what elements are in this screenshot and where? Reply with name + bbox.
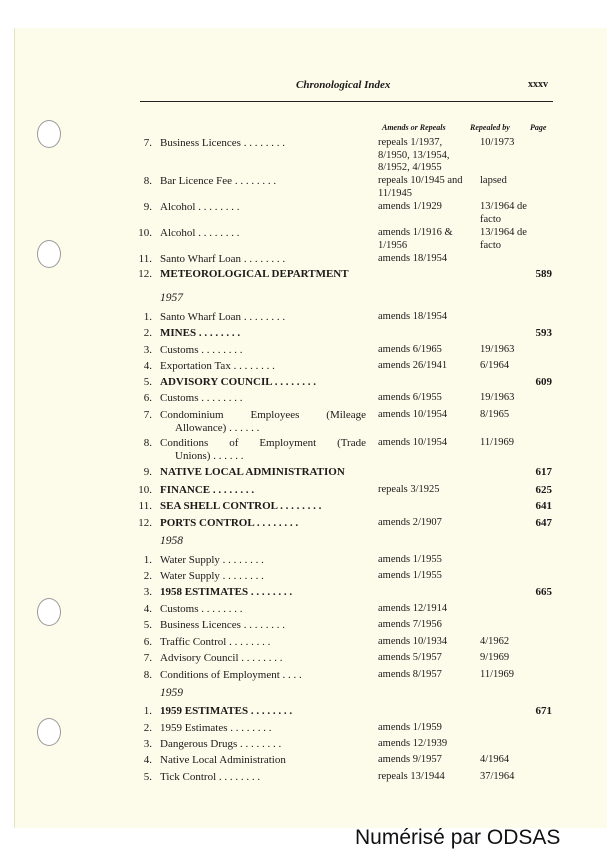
row-title-text: Traffic Control <box>160 636 227 648</box>
row-number: 1. <box>143 311 152 323</box>
row-title <box>160 705 365 718</box>
amends-or-repeals: amends 1/1959 <box>378 722 442 733</box>
row-title-word: Employment <box>259 437 317 449</box>
amends-or-repeals: amends 6/1965 <box>378 344 442 355</box>
row-number: 2. <box>143 722 152 734</box>
row-title <box>160 376 365 389</box>
row-title-text: Conditions of Employment <box>160 669 280 681</box>
row-title-text: Business Licences <box>160 137 241 149</box>
repealed-by: 11/1969 <box>480 669 515 680</box>
amends-or-repeals: amends 1/1929 <box>378 201 442 212</box>
row-number: 12. <box>138 268 152 280</box>
row-number: 8. <box>143 669 152 681</box>
row-number: 9. <box>143 201 152 213</box>
row-title-word: of <box>229 437 239 449</box>
row-title <box>160 619 365 632</box>
page-title: Chronological Index <box>296 79 391 91</box>
row-number: 5. <box>143 619 152 631</box>
leader-dots: . . . . . . . . <box>198 392 243 404</box>
amends-or-repeals: amends 10/1934 <box>378 636 448 647</box>
repealed-by: 11/1969 <box>480 437 515 448</box>
row-title <box>160 738 365 751</box>
row-title-text: Santo Wharf Loan <box>160 253 242 265</box>
repealed-by: 13/1964 de facto <box>480 227 527 251</box>
row-title-text: 1959 ESTIMATES <box>160 705 249 717</box>
leader-dots: . . . . . . . . <box>216 771 261 783</box>
row-title-text: NATIVE LOCAL ADMINISTRATION <box>160 466 345 478</box>
leader-dots: . . . . . . . . <box>198 344 243 356</box>
row-title-text: Alcohol <box>160 201 196 213</box>
row-title <box>160 466 365 479</box>
row-title-text: Tick Control <box>160 771 217 783</box>
leader-dots: . . . . . . . . <box>198 603 243 615</box>
row-title-text: 1959 Estimates <box>160 722 228 734</box>
leader-dots: . . . . . . . . <box>277 500 322 512</box>
repealed-by: 13/1964 de facto <box>480 201 527 225</box>
page-ref: 671 <box>535 705 552 717</box>
row-title <box>160 570 365 583</box>
leader-dots: . . . . . . . . <box>237 738 282 750</box>
row-title <box>160 227 365 240</box>
row-title <box>160 754 365 767</box>
row-title-line <box>160 437 366 450</box>
row-title-word: Unions) <box>175 450 211 462</box>
column-header-repealed-by: Repealed by <box>470 123 510 132</box>
row-title-text: PORTS CONTROL <box>160 517 255 529</box>
row-number: 9. <box>143 466 152 478</box>
leader-dots: . . . . . . . . <box>271 376 316 388</box>
row-number: 7. <box>143 409 152 421</box>
page-ref: 609 <box>535 376 552 388</box>
row-title-text: MINES <box>160 327 197 339</box>
amends-or-repeals: amends 9/1957 <box>378 754 442 765</box>
row-number: 11. <box>138 500 152 512</box>
row-number: 2. <box>143 327 152 339</box>
amends-or-repeals: amends 6/1955 <box>378 392 442 403</box>
row-title-text: Customs <box>160 392 199 404</box>
row-title-line <box>160 409 366 422</box>
leader-dots: . . . . . . . . <box>227 722 272 734</box>
row-number: 3. <box>143 738 152 750</box>
leader-dots: . . . . . . . . <box>219 570 264 582</box>
page-ref: 647 <box>535 517 552 529</box>
row-number: 12. <box>138 517 152 529</box>
row-title <box>160 268 365 281</box>
page-ref: 665 <box>535 586 552 598</box>
row-title <box>160 669 365 682</box>
leader-dots: . . . . . . . . <box>254 517 299 529</box>
header-divider <box>140 101 553 102</box>
row-title-text: Water Supply <box>160 554 220 566</box>
row-number: 8. <box>143 437 152 449</box>
leader-dots: . . . . <box>279 669 302 681</box>
amends-or-repeals: repeals 13/1944 <box>378 771 445 782</box>
row-title-text: Alcohol <box>160 227 196 239</box>
row-title-word: Employees <box>250 409 300 421</box>
leader-dots: . . . . . . . . <box>238 652 283 664</box>
row-title <box>160 344 365 357</box>
repealed-by: 9/1969 <box>480 652 510 663</box>
row-title <box>160 771 365 784</box>
amends-or-repeals: amends 8/1957 <box>378 669 442 680</box>
row-title-text: Native Local Administration <box>160 754 286 766</box>
row-number: 7. <box>143 652 152 664</box>
leader-dots: . . . . . . . . <box>195 201 240 213</box>
row-title <box>160 253 365 266</box>
amends-or-repeals: amends 1/1916 & 1/1956 <box>378 227 453 251</box>
row-title <box>160 360 365 373</box>
amends-or-repeals: repeals 10/1945 and 11/1945 <box>378 175 463 199</box>
row-title-word: Condominium <box>160 409 224 421</box>
row-number: 11. <box>138 253 152 265</box>
row-title-text: METEOROLOGICAL DEPARTMENT <box>160 268 349 280</box>
row-number: 5. <box>143 376 152 388</box>
year-heading: 1958 <box>160 535 183 547</box>
row-title <box>160 517 365 530</box>
row-title-text: FINANCE <box>160 484 211 496</box>
page-ref: 617 <box>535 466 552 478</box>
row-title <box>160 652 365 665</box>
row-title <box>160 409 366 435</box>
row-number: 1. <box>143 705 152 717</box>
row-title <box>160 311 365 324</box>
row-number: 3. <box>143 586 152 598</box>
repealed-by: 19/1963 <box>480 392 515 403</box>
row-title-text: Water Supply <box>160 570 220 582</box>
leader-dots: . . . . . . . . <box>240 619 285 631</box>
row-title-text: Customs <box>160 603 199 615</box>
row-title <box>160 484 365 497</box>
row-number: 3. <box>143 344 152 356</box>
row-number: 6. <box>143 392 152 404</box>
row-title <box>160 201 365 214</box>
row-title-text: Customs <box>160 344 199 356</box>
row-title-word: (Trade <box>337 437 366 449</box>
row-title <box>160 554 365 567</box>
row-title <box>160 500 365 513</box>
page-ref: 593 <box>535 327 552 339</box>
row-number: 6. <box>143 636 152 648</box>
row-title <box>160 603 365 616</box>
row-title-word: Allowance) <box>175 422 227 434</box>
row-number: 10. <box>138 484 152 496</box>
row-title-text: 1958 ESTIMATES <box>160 586 249 598</box>
leader-dots: . . . . . . . . <box>232 175 277 187</box>
leader-dots: . . . . . . . . <box>219 554 264 566</box>
page-ref: 641 <box>535 500 552 512</box>
column-header-page: Page <box>530 123 547 132</box>
row-number: 4. <box>143 754 152 766</box>
amends-or-repeals: amends 1/1955 <box>378 570 442 581</box>
page-number: xxxv <box>528 79 548 90</box>
row-title-text: Exportation Tax <box>160 360 231 372</box>
amends-or-repeals: amends 1/1955 <box>378 554 442 565</box>
amends-or-repeals: amends 5/1957 <box>378 652 442 663</box>
row-title <box>160 392 365 405</box>
leader-dots: . . . . . . . . <box>196 327 241 339</box>
row-title <box>160 722 365 735</box>
row-title-text: Bar Licence Fee <box>160 175 233 187</box>
amends-or-repeals: amends 18/1954 <box>378 311 448 322</box>
page-ref: 625 <box>535 484 552 496</box>
row-title-text: Advisory Council <box>160 652 239 664</box>
amends-or-repeals: amends 18/1954 <box>378 253 448 264</box>
repealed-by: 4/1962 <box>480 636 510 647</box>
row-title-text: Santo Wharf Loan <box>160 311 242 323</box>
row-number: 10. <box>138 227 152 239</box>
row-number: 5. <box>143 771 152 783</box>
amends-or-repeals: amends 2/1907 <box>378 517 442 528</box>
row-number: 7. <box>143 137 152 149</box>
year-heading: 1957 <box>160 292 183 304</box>
row-number: 2. <box>143 570 152 582</box>
row-title-text: ADVISORY COUNCIL <box>160 376 272 388</box>
amends-or-repeals: amends 12/1914 <box>378 603 448 614</box>
column-header-amends: Amends or Repeals <box>382 123 446 132</box>
leader-dots: . . . . . . . . <box>230 360 275 372</box>
row-title <box>160 437 366 463</box>
repealed-by: 37/1964 <box>480 771 515 782</box>
row-title-text: Dangerous Drugs <box>160 738 238 750</box>
amends-or-repeals: amends 12/1939 <box>378 738 448 749</box>
row-number: 1. <box>143 554 152 566</box>
repealed-by: 10/1973 <box>480 137 515 148</box>
scan-credit: Numérisé par ODSAS <box>355 826 561 849</box>
repealed-by: 4/1964 <box>480 754 510 765</box>
leader-dots: . . . . . . . . <box>248 586 293 598</box>
row-number: 4. <box>143 360 152 372</box>
row-number: 8. <box>143 175 152 187</box>
leader-dots: . . . . . . . . <box>226 636 271 648</box>
row-title <box>160 586 365 599</box>
amends-or-repeals: amends 10/1954 <box>378 409 448 420</box>
leader-dots: . . . . . . . . <box>195 227 240 239</box>
amends-or-repeals: amends 10/1954 <box>378 437 448 448</box>
amends-or-repeals: repeals 3/1925 <box>378 484 440 495</box>
row-title <box>160 137 365 150</box>
amends-or-repeals: amends 26/1941 <box>378 360 448 371</box>
page-ref: 589 <box>535 268 552 280</box>
amends-or-repeals: amends 7/1956 <box>378 619 442 630</box>
row-number: 4. <box>143 603 152 615</box>
leader-dots: . . . . . . . . <box>241 253 286 265</box>
leader-dots: . . . . . . . . <box>241 311 286 323</box>
row-title <box>160 175 365 188</box>
row-title <box>160 327 365 340</box>
repealed-by: lapsed <box>480 175 507 186</box>
row-title-text: Business Licences <box>160 619 241 631</box>
repealed-by: 19/1963 <box>480 344 515 355</box>
leader-dots: . . . . . . . . <box>210 484 255 496</box>
year-heading: 1959 <box>160 687 183 699</box>
row-title-word: (Mileage <box>326 409 366 421</box>
row-title-text: SEA SHELL CONTROL <box>160 500 278 512</box>
leader-dots: . . . . . . . . <box>240 137 285 149</box>
amends-or-repeals: repeals 1/1937, 8/1950, 13/1954, 8/1952, 4/1955 <box>378 137 450 173</box>
repealed-by: 8/1965 <box>480 409 510 420</box>
row-title <box>160 636 365 649</box>
row-title-line: Allowance) . . . . . . <box>175 422 260 434</box>
row-title-word: Conditions <box>160 437 209 449</box>
leader-dots: . . . . . . . . <box>248 705 293 717</box>
row-title-line: Unions) . . . . . . <box>175 450 244 462</box>
repealed-by: 6/1964 <box>480 360 510 371</box>
